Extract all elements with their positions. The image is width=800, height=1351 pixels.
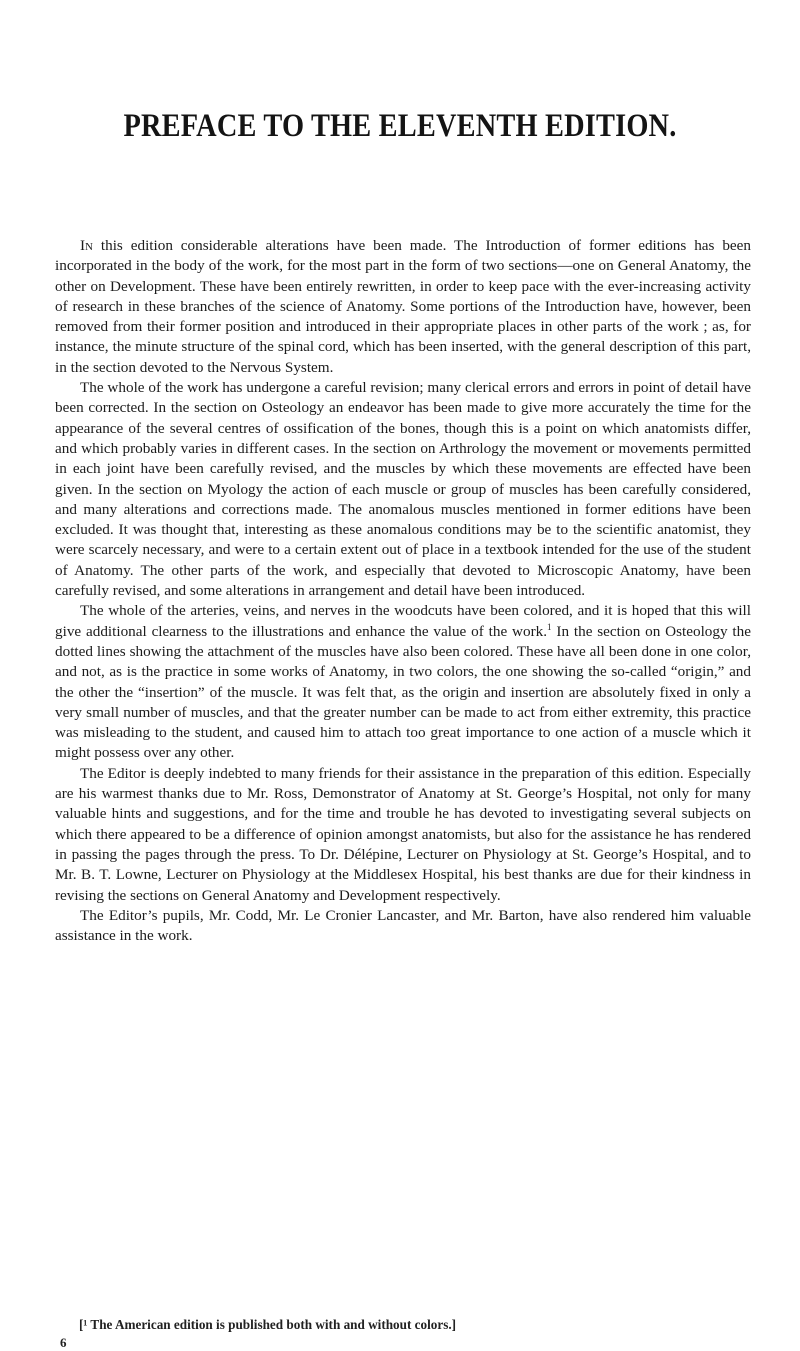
preface-title: PREFACE TO THE ELEVENTH EDITION.: [123, 108, 677, 145]
paragraph-2: The whole of the work has undergone a careful revision; many clerical errors and errors in point of detail have been corrected. In the section on Osteology an endeavor has been made to give more accurately the time for the appearance of the several centres of ossification of the bones, though this is a point on which anatomists differ, and which probably varies in different cases. In the section on Arthrology the movement or movements permitted in each joint have been carefully revised, and the muscles by which these movements are effected have been given. In the section on Myology the action of each muscle or group of muscles has been carefully considered, and many alterations and corrections made. The anomalous muscles mentioned in former editions have been excluded. It was thought that, interesting as these anomalous conditions may be to the scientific anatomist, they were scarcely necessary, and were to a certain extent out of place in a textbook intended for the use of the student of Anatomy. The other parts of the work, and especially that devoted to Microscopic Anatomy, have been carefully revised, and some alterations in arrangement and detail have been introduced.: [55, 379, 751, 600]
paragraph-3-text-after-note: In the section on Osteology the dotted lines showing the attachment of the muscles have also been colored. These have all been done in one color, and not, as is the practice in some works of Anatomy, in two colors, the one showing the so-called “origin,” and the other the “insertion” of the muscle. It was felt that, as the origin and insertion are absolutely fixed in only a very small number of muscles, and that the greater number can be made to act from either extremity, this practice was misleading to the student, and caused him to attach too great importance to one action of a muscle which it might possess over any other.: [55, 622, 751, 762]
paragraph-4: The Editor is deeply indebted to many friends for their assistance in the preparation of this edition. Especially are his warmest thanks due to Mr. Ross, Demonstrator of Anatomy at St. George’s Hospital, not only for many valuable hints and suggestions, and for the time and trouble he has devoted to investigating several subjects on which there appeared to be a difference of opinion amongst anatomists, but also for the assistance he has rendered in passing the pages through the press. To Dr. Délépine, Lecturer on Physiology at St. George’s Hospital, and to Mr. B. T. Lowne, Lecturer on Physiology at the Middlesex Hospital, his best thanks are due for their kindness in revising the sections on General Anatomy and Development respectively.: [55, 764, 751, 904]
paragraph-3: [55, 601, 751, 763]
paragraph-1-text: this edition considerable alterations have been made. The Introduction of former editions has been incorporated in the body of the work, for the most part in the form of two sections—one on General Anatomy, the other on Development. These have been entirely rewritten, in order to keep pace with the ever-increasing activity of research in these branches of the science of Anatomy. Some portions of the Introduction have, however, been removed from their former position and introduced in their appropriate places in other parts of the work ; as, for instance, the minute structure of the spinal cord, which has been inserted, with the general description of this part, in the section devoted to the Nervous System.: [55, 237, 751, 376]
paragraph-1: [55, 236, 751, 378]
paragraph-1-lead: In: [80, 237, 94, 254]
paragraph-5: The Editor’s pupils, Mr. Codd, Mr. Le Cronier Lancaster, and Mr. Barton, have also rendered him valuable assistance in the work.: [55, 906, 751, 945]
preface-body: [55, 236, 751, 946]
page-number: 6: [60, 1335, 67, 1350]
footnote-marker: 1: [547, 621, 552, 632]
footnote: [¹ The American edition is published both with and without colors.]: [79, 1317, 457, 1332]
paragraph-3-text-before-note: The whole of the arteries, veins, and nerves in the woodcuts have been colored, and it is hoped that this will give additional clearness to the illustrations and enhance the value of the work.: [55, 602, 751, 640]
